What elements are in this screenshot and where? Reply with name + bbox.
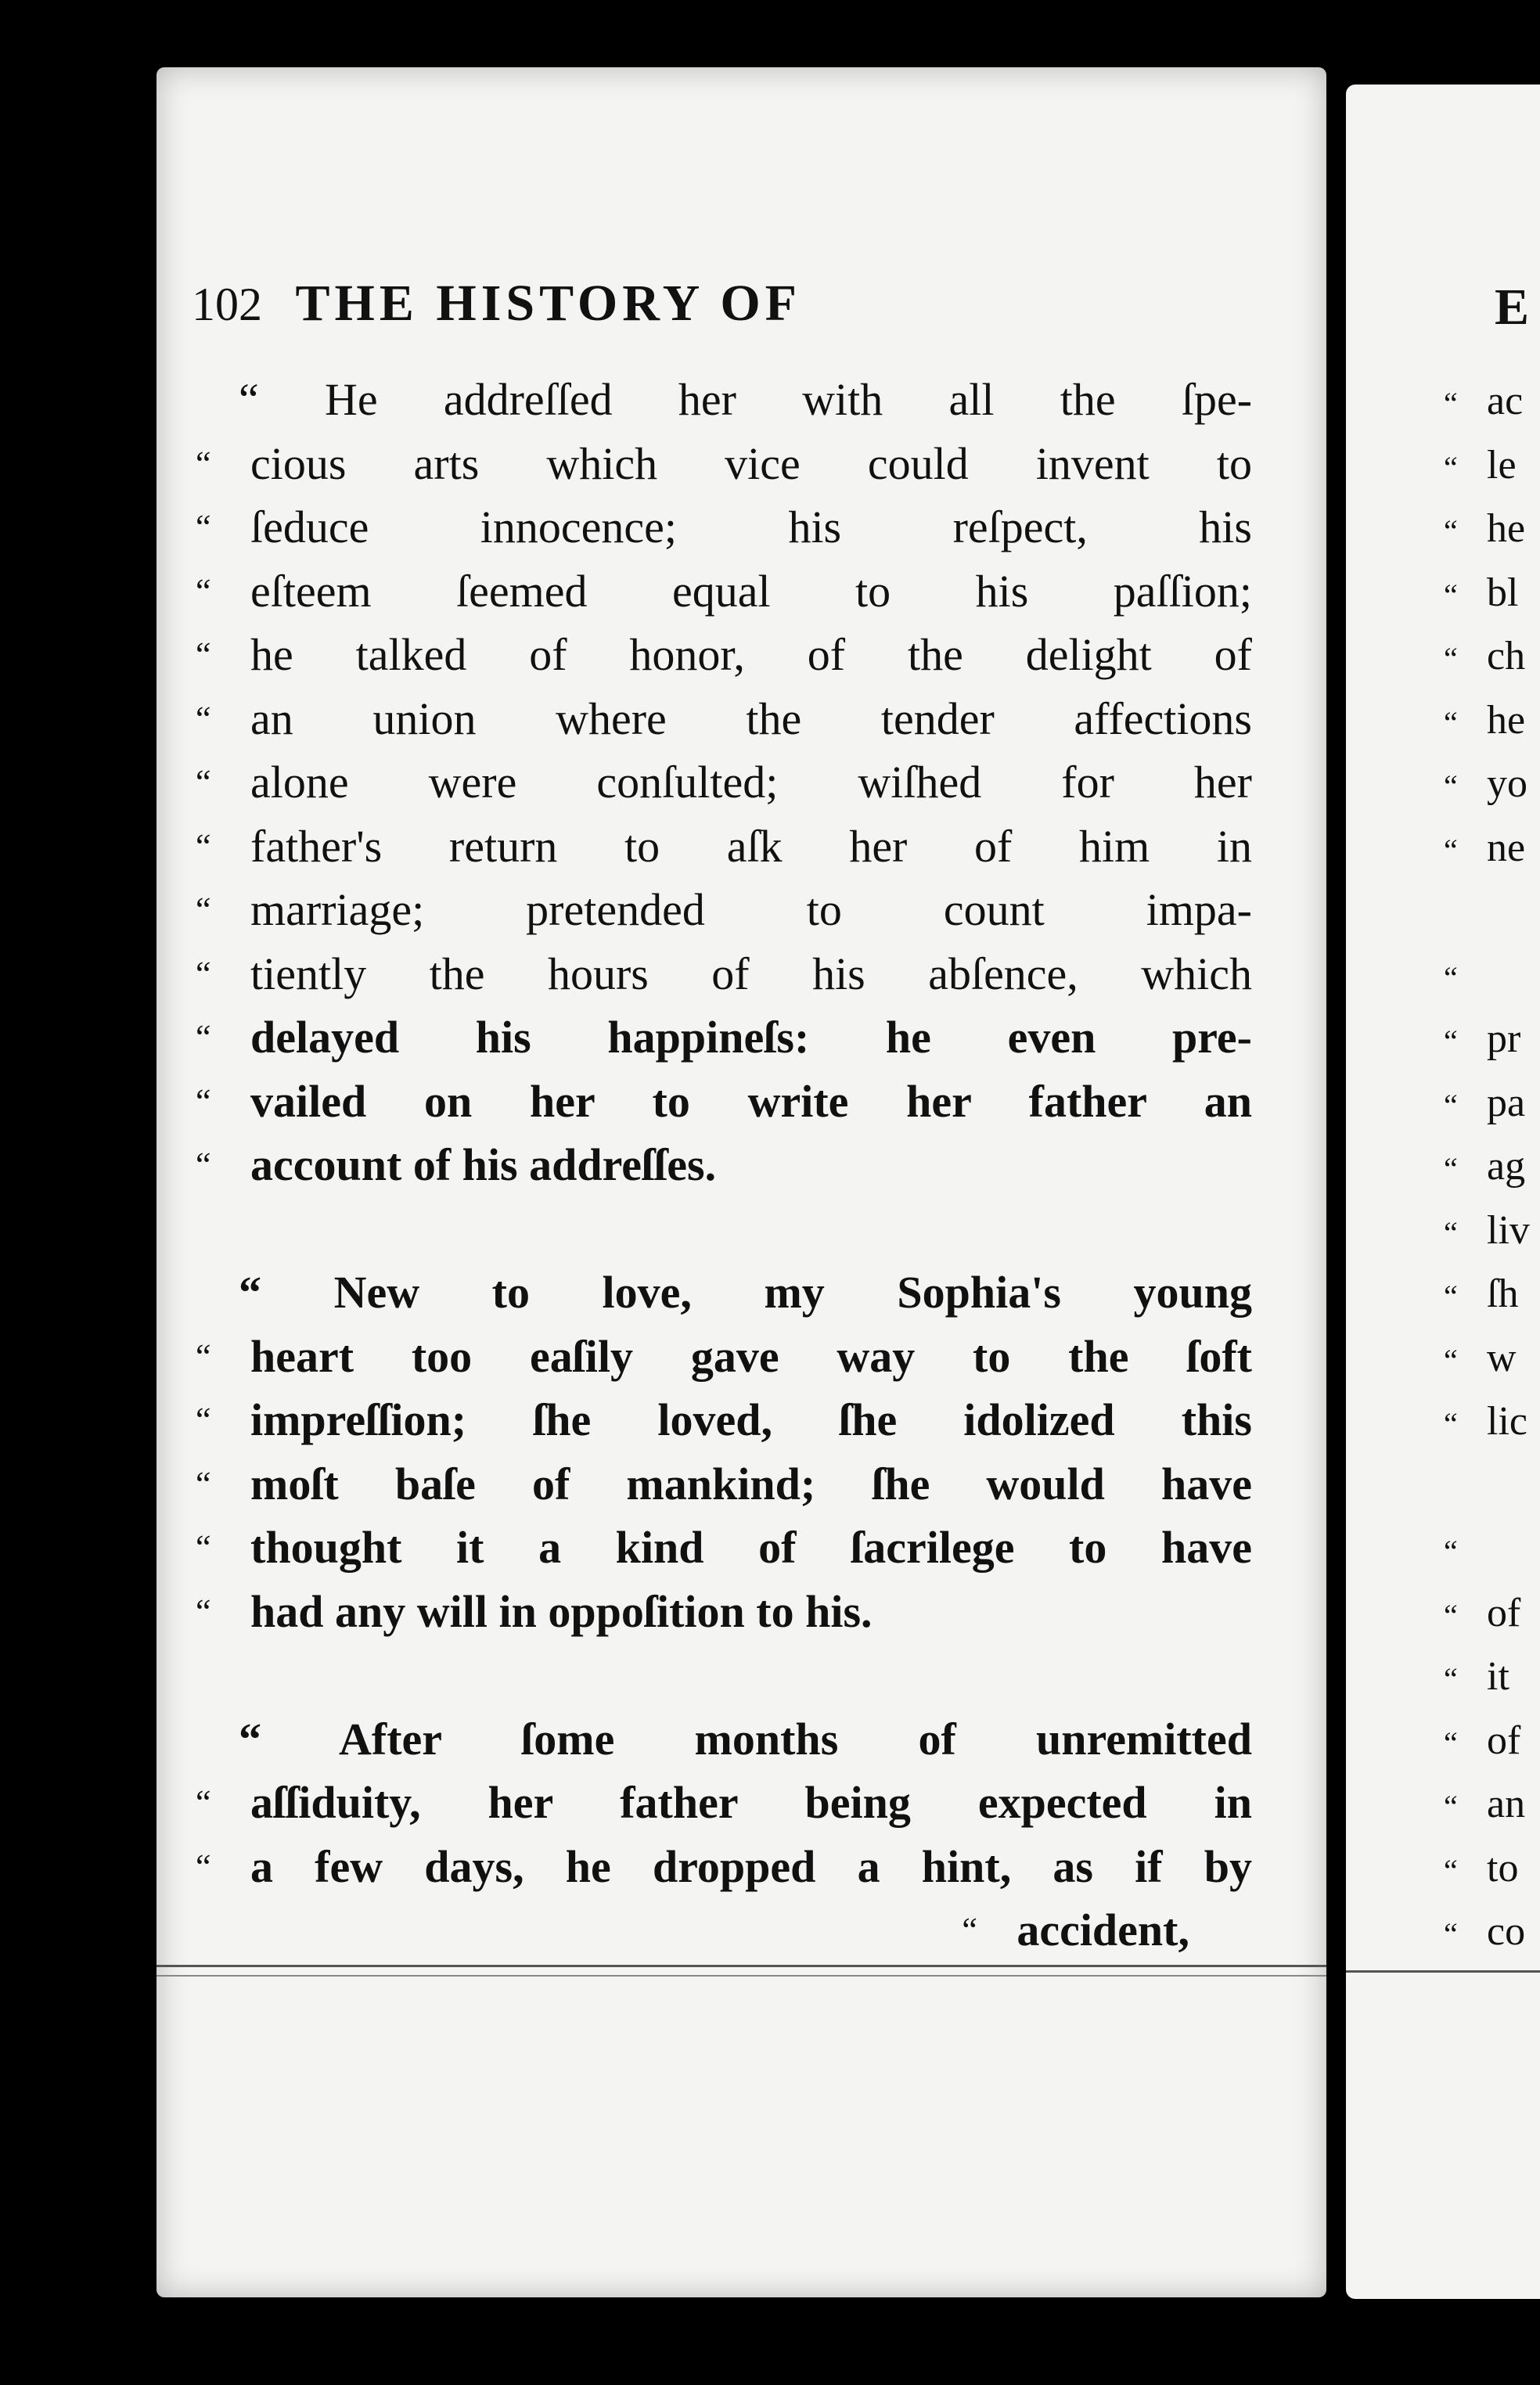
text-line xyxy=(196,942,1252,1006)
line-text: vailed on her to write her father an xyxy=(250,1075,1252,1127)
paragraph xyxy=(196,368,1252,1197)
line-text: cious arts which vice could invent to xyxy=(250,437,1252,489)
line-text: account of his addreſſes. xyxy=(250,1139,717,1190)
line-fragment: le xyxy=(1487,442,1517,487)
quote-mark: “ xyxy=(1444,386,1458,421)
facing-page-line xyxy=(1444,816,1530,880)
line-fragment: an xyxy=(1487,1782,1526,1826)
text-line xyxy=(196,1835,1252,1899)
quote-mark: “ xyxy=(1444,768,1458,804)
quote-mark: “ xyxy=(196,1464,211,1503)
line-fragment: to xyxy=(1487,1845,1519,1890)
line-text: thought it a kind of ſacrilege to have xyxy=(250,1522,1252,1573)
quote-mark: “ xyxy=(196,508,211,546)
text-line xyxy=(196,1261,1252,1325)
facing-page-line xyxy=(1444,1900,1530,1964)
facing-page-line xyxy=(1444,561,1530,625)
facing-page-line xyxy=(1444,944,1530,1008)
facing-page-line xyxy=(1444,689,1530,753)
quote-mark: “ xyxy=(196,1146,211,1184)
line-text: impreſſion; ſhe loved, ſhe idolized this xyxy=(250,1394,1252,1445)
facing-page-line xyxy=(1444,1709,1530,1773)
quote-mark: “ xyxy=(1444,959,1458,995)
quote-mark: “ xyxy=(1444,1279,1458,1314)
line-text: New to love, my Sophia's young xyxy=(333,1267,1253,1318)
quote-mark: “ xyxy=(1444,641,1458,676)
quote-mark: “ xyxy=(196,444,211,483)
page-number: 102 xyxy=(192,279,262,330)
line-fragment: w xyxy=(1487,1335,1517,1380)
line-fragment: pa xyxy=(1487,1080,1526,1125)
text-line xyxy=(196,1005,1252,1070)
quote-mark: “ xyxy=(196,1401,211,1439)
facing-page-line xyxy=(1444,1517,1530,1581)
quote-mark: “ xyxy=(1444,1151,1458,1186)
line-fragment: ch xyxy=(1487,634,1526,678)
quote-mark: “ xyxy=(1444,1406,1458,1441)
quote-mark: “ xyxy=(1444,449,1458,485)
line-text: eſteem ſeemed equal to his paſſion; xyxy=(250,565,1252,617)
facing-page-line xyxy=(1444,433,1530,498)
line-fragment: lic xyxy=(1487,1399,1527,1444)
line-fragment: yo xyxy=(1487,761,1527,806)
line-text: After ſome months of unremitted xyxy=(339,1713,1252,1764)
quote-mark: “ xyxy=(1444,1597,1458,1633)
text-line xyxy=(196,1516,1252,1580)
quote-mark: “ xyxy=(196,699,211,738)
facing-page-header: E xyxy=(1495,279,1530,336)
line-fragment: it xyxy=(1487,1654,1509,1699)
quote-mark: “ xyxy=(1444,832,1458,868)
line-text: he talked of honor, of the delight of xyxy=(250,629,1252,680)
line-text: alone were conſulted; wiſhed for her xyxy=(250,757,1252,808)
quote-mark: “ xyxy=(1444,577,1458,613)
quote-mark: “ xyxy=(196,954,211,993)
facing-page-line xyxy=(1444,1772,1530,1836)
line-fragment: bl xyxy=(1487,570,1519,615)
facing-page-line xyxy=(1444,1645,1530,1709)
text-line xyxy=(196,1771,1252,1835)
quote-mark: “ xyxy=(239,1267,261,1318)
quote-mark: “ xyxy=(196,1081,211,1121)
line-text: moſt baſe of mankind; ſhe would have xyxy=(250,1458,1252,1509)
facing-page-line xyxy=(1444,1326,1530,1390)
catchword-text: accident, xyxy=(1016,1905,1189,1955)
line-text: marriage; pretended to count impa- xyxy=(250,884,1252,935)
quote-mark: “ xyxy=(196,1847,211,1886)
quote-mark: “ xyxy=(1444,1661,1458,1696)
line-fragment: ne xyxy=(1487,825,1526,870)
quote-mark: “ xyxy=(196,1528,211,1567)
quote-mark: “ xyxy=(1444,513,1458,549)
line-text: an union where the tender affections xyxy=(250,692,1252,744)
quote-mark: “ xyxy=(1444,1534,1458,1569)
facing-page-line xyxy=(1444,624,1530,689)
facing-page-line xyxy=(1444,1454,1530,1518)
facing-page-line xyxy=(1444,497,1530,561)
facing-page-text xyxy=(1444,369,1530,1964)
quote-mark: “ xyxy=(1444,1916,1458,1952)
line-fragment: co xyxy=(1487,1909,1526,1954)
facing-page-line xyxy=(1444,1007,1530,1071)
text-line xyxy=(196,1707,1252,1772)
facing-page-line xyxy=(1444,1581,1530,1646)
text-line xyxy=(196,1580,1252,1644)
line-text: father's return to aſk her of him in xyxy=(250,820,1252,872)
line-fragment: ag xyxy=(1487,1144,1526,1189)
quote-mark: “ xyxy=(962,1911,977,1949)
catchword xyxy=(196,1898,1252,1962)
facing-page-line xyxy=(1444,1199,1530,1263)
quote-mark: “ xyxy=(196,635,211,674)
quote-mark: “ xyxy=(196,1592,211,1631)
page-header xyxy=(192,274,801,333)
line-fragment: he xyxy=(1487,697,1526,743)
text-line xyxy=(196,687,1252,751)
text-line xyxy=(196,878,1252,942)
quote-mark: “ xyxy=(239,1713,261,1764)
quote-mark: “ xyxy=(1444,1087,1458,1123)
paragraph xyxy=(196,1261,1252,1643)
line-fragment: of xyxy=(1487,1590,1521,1635)
text-line xyxy=(196,623,1252,687)
facing-page-line xyxy=(1444,1135,1530,1199)
quote-mark: “ xyxy=(196,826,211,865)
text-line xyxy=(196,432,1252,496)
quote-mark: “ xyxy=(1444,1214,1458,1250)
text-line xyxy=(196,495,1252,559)
body-text xyxy=(196,368,1252,1962)
line-text: delayed his happineſs: he even pre- xyxy=(250,1012,1252,1063)
text-line xyxy=(196,559,1252,624)
text-line xyxy=(196,750,1252,815)
facing-page-line xyxy=(1444,752,1530,816)
quote-mark: “ xyxy=(196,571,211,610)
text-line xyxy=(196,368,1252,432)
quote-mark: “ xyxy=(1444,1023,1458,1059)
text-line xyxy=(196,1388,1252,1452)
line-fragment: pr xyxy=(1487,1016,1521,1061)
quote-mark: “ xyxy=(1444,1342,1458,1378)
facing-page-line xyxy=(1444,1262,1530,1326)
text-line xyxy=(196,1452,1252,1516)
paragraph xyxy=(196,1707,1252,1962)
quote-mark: “ xyxy=(239,374,259,425)
line-text: a few days, he dropped a hint, as if by xyxy=(250,1840,1252,1892)
quote-mark: “ xyxy=(196,1783,211,1822)
text-line xyxy=(196,1070,1252,1134)
facing-page-line xyxy=(1444,1836,1530,1901)
quote-mark: “ xyxy=(196,890,211,929)
quote-mark: “ xyxy=(196,1336,211,1376)
text-line xyxy=(196,1325,1252,1389)
line-fragment: of xyxy=(1487,1718,1521,1763)
line-fragment: ſh xyxy=(1487,1272,1519,1316)
line-text: tiently the hours of his abſence, which xyxy=(250,948,1252,999)
line-text: had any will in oppoſition to his. xyxy=(250,1585,873,1637)
quote-mark: “ xyxy=(196,1018,211,1056)
text-line xyxy=(196,815,1252,879)
quote-mark: “ xyxy=(1444,1789,1458,1824)
line-text: aſſiduity, her father being expected in xyxy=(250,1777,1252,1828)
line-fragment: he xyxy=(1487,506,1526,551)
quote-mark: “ xyxy=(1444,704,1458,740)
line-text: heart too eaſily gave way to the ſoft xyxy=(250,1330,1252,1382)
running-title: THE HISTORY OF xyxy=(295,275,801,332)
line-text: ſeduce innocence; his reſpect, his xyxy=(250,502,1252,552)
facing-page-line xyxy=(1444,880,1530,944)
facing-page-line xyxy=(1444,1071,1530,1135)
line-text: He addreſſed her with all the ſpe- xyxy=(325,374,1253,425)
quote-mark: “ xyxy=(196,763,211,801)
quote-mark: “ xyxy=(1444,1725,1458,1761)
facing-page-line xyxy=(1444,369,1530,433)
text-line xyxy=(196,1133,1252,1197)
quote-mark: “ xyxy=(1444,1852,1458,1888)
line-fragment: liv xyxy=(1487,1207,1530,1253)
facing-page-line xyxy=(1444,1390,1530,1454)
line-fragment: ac xyxy=(1487,379,1524,423)
